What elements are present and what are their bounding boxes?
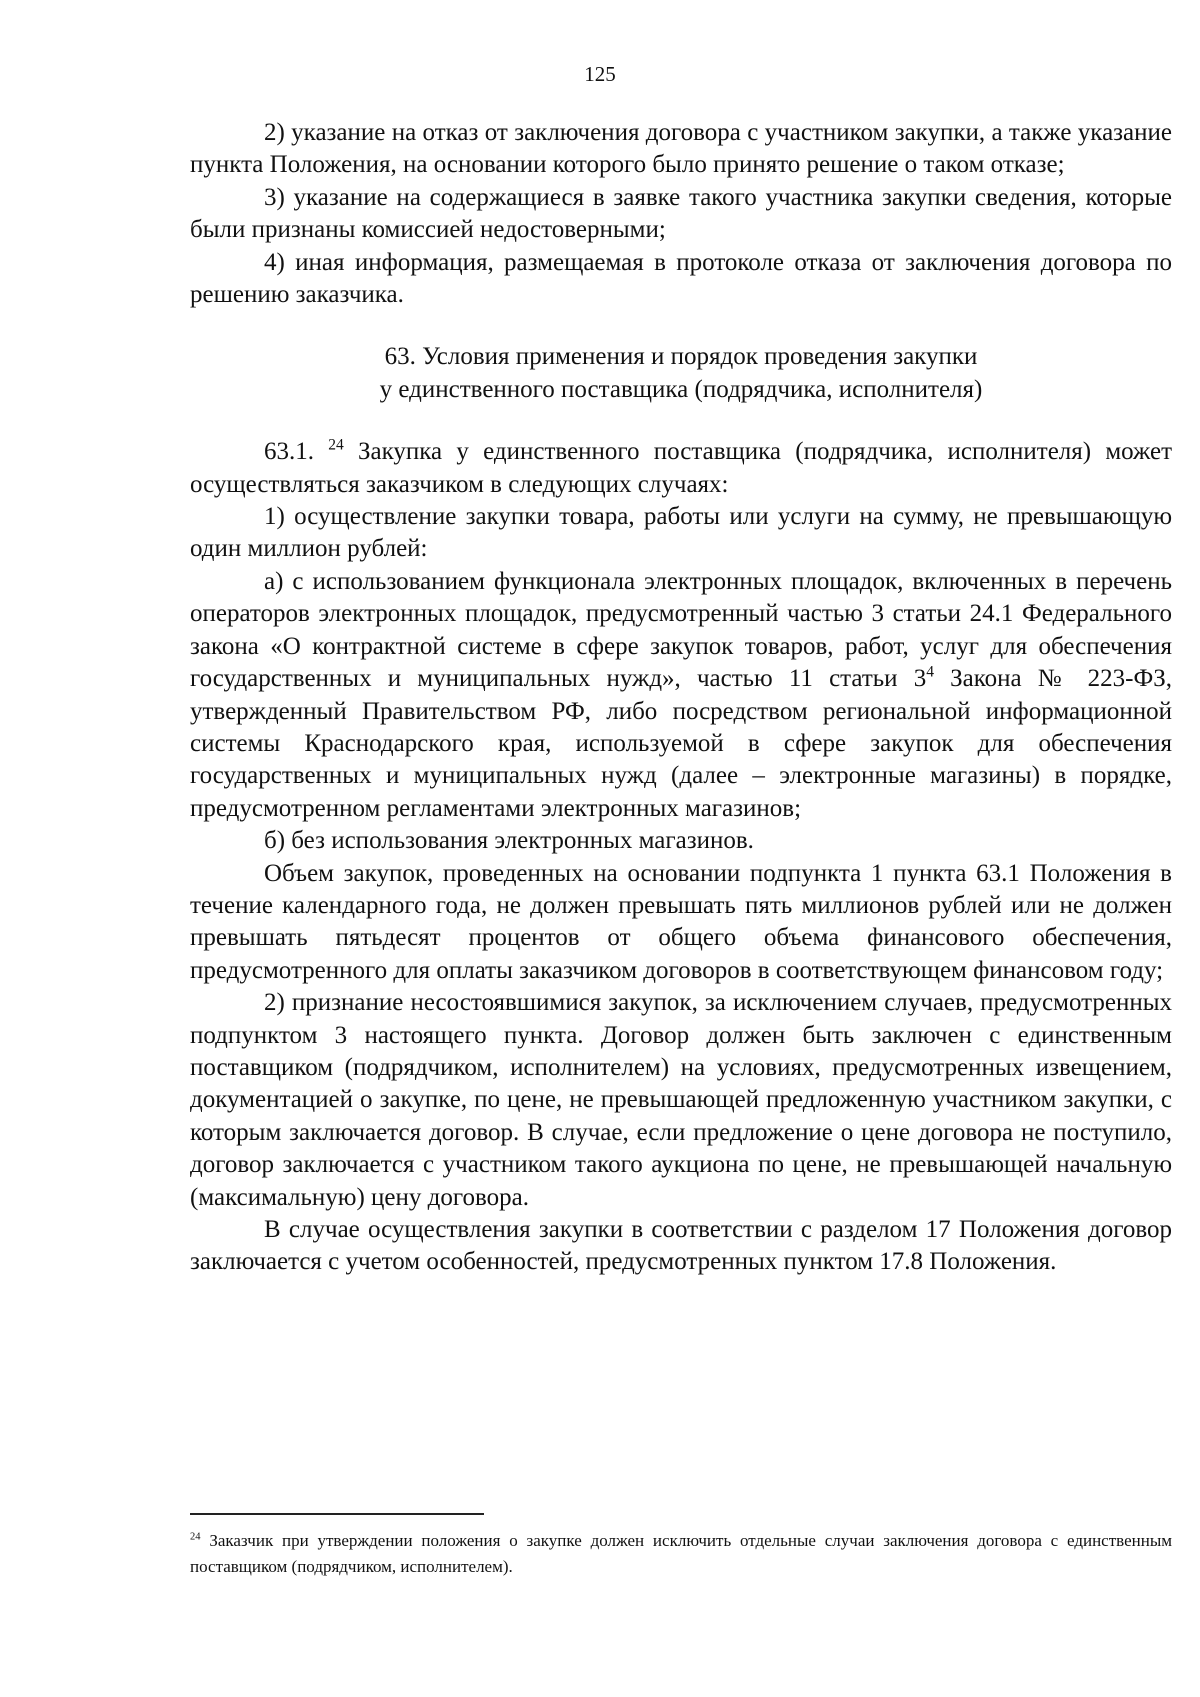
section-heading (190, 341, 1172, 406)
superscript: 4 (926, 663, 934, 681)
footnote-divider (190, 1513, 484, 1515)
paragraph-item-4: 4) иная информация, размещаемая в протоколе отказа от заключения договора по решению заказчика. (190, 248, 1172, 309)
clause-number: 63.1. (264, 438, 314, 466)
subitem-a-text: а) с использованием функционала электронных площадок, включенных в перечень операторов электронных площадок, предусмотренный частью 3 статьи 24.1 Федерального закона «О контрактной системе в сфере закупок товаров, работ, услуг для обеспечения государственных и муниципальных нужд», частью 11 статьи 3 (190, 567, 1172, 693)
paragraph-subitem-a (190, 566, 1172, 825)
footnote-mark: 24 (190, 1531, 201, 1543)
paragraph-section-17: В случае осуществления закупки в соответствии с разделом 17 Положения договор заключается с учетом особенностей, предусмотренных пунктом 17.8 Положения. (190, 1216, 1172, 1276)
paragraph-item-2: 2) указание на отказ от заключения договора с участником закупки, а также указание пункта Положения, на основании которого было принято решение о таком отказе; (190, 119, 1172, 179)
subitem-a-text-cont: Закона № 223-ФЗ, утвержденный Правительством РФ, либо посредством региональной информационной системы Краснодарского края, используемой в сфере закупок для обеспечения государственных и муниципальных нужд (далее – электронные магазины) в порядке, предусмотренном регламентами электронных магазинов; (190, 665, 1172, 822)
section-heading-line-2: у единственного поставщика (подрядчика, исполнителя) (379, 375, 983, 403)
paragraph-subitem-b: б) без использования электронных магазинов. (264, 827, 754, 855)
page-number: 125 (584, 62, 616, 86)
document-body (190, 117, 1172, 1279)
paragraph-subitem-2: 2) признание несостоявшимися закупок, за исключением случаев, предусмотренных подпунктом 3 настоящего пункта. Договор должен быть заключен с единственным поставщиком (подрядчиком, исполнителем) на условиях, предусмотренных извещением, документацией о закупке, по цене, не превышающей предложенную участником закупки, с которым заключается договор. В случае, если предложение о цене договора не поступило, договор заключается с участником такого аукциона по цене, не превышающей начальную (максимальную) цену договора. (190, 989, 1172, 1211)
paragraph-volume: Объем закупок, проведенных на основании подпункта 1 пункта 63.1 Положения в течение календарного года, не должен превышать пять миллионов рублей или не должен превышать пятьдесят процентов от общего объема финансового обеспечения, предусмотренного для оплаты заказчиком договоров в соответствующем финансовом году; (190, 859, 1172, 984)
section-heading-line-1: 63. Условия применения и порядок проведения закупки (384, 343, 978, 371)
footnote-ref: 24 (328, 436, 344, 454)
footnote (190, 1528, 1172, 1580)
clause-text: Закупка у единственного поставщика (подрядчика, исполнителя) может осуществляться заказчиком в следующих случаях: (190, 438, 1173, 498)
paragraph-63-1 (190, 436, 1172, 501)
paragraph-item-3: 3) указание на содержащиеся в заявке такого участника закупки сведения, которые были признаны комиссией недостоверными; (190, 183, 1172, 244)
footnote-text: Заказчик при утверждении положения о закупке должен исключить отдельные случаи заключения договора с единственным поставщиком (подрядчиком, исполнителем). (190, 1531, 1172, 1576)
paragraph-subitem-1: 1) осуществление закупки товара, работы или услуги на сумму, не превышающую один миллион рублей: (190, 503, 1172, 563)
